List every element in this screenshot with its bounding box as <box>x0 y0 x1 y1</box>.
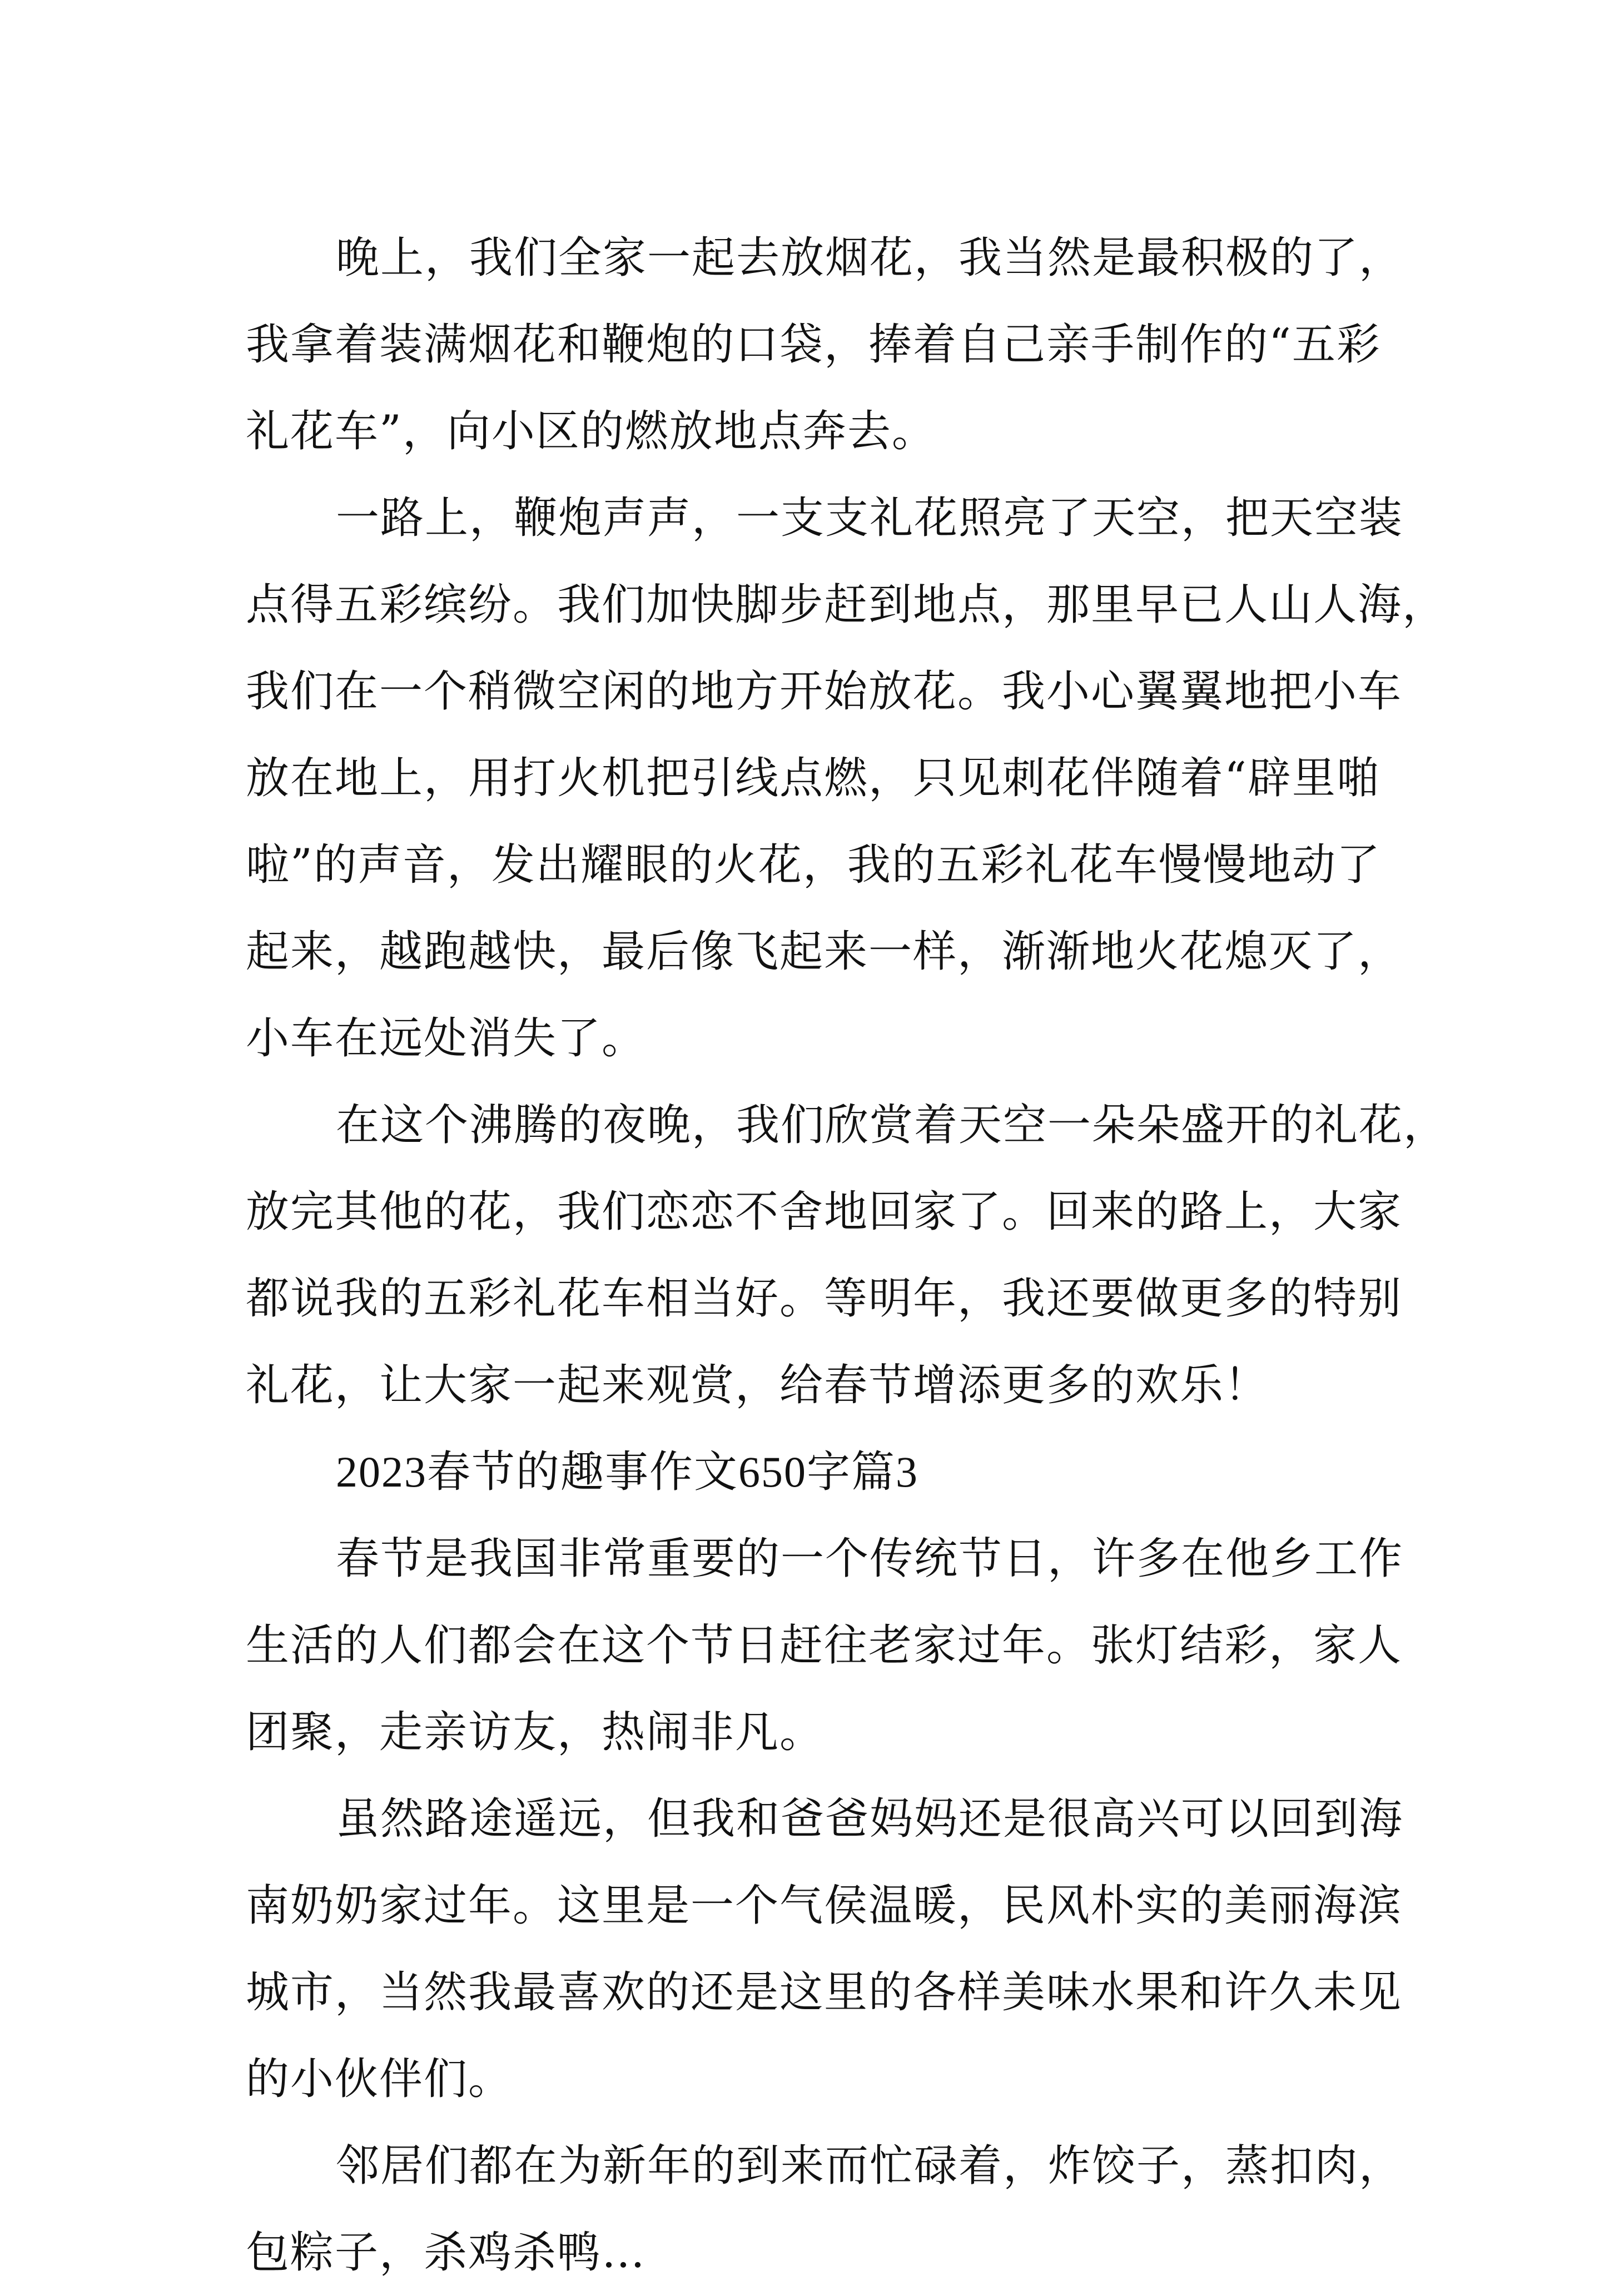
paragraph-line: 团聚，走亲访友，热闹非凡。 <box>246 1707 825 1757</box>
paragraph-line: 起来，越跑越快，最后像飞起来一样，渐渐地火花熄灭了， <box>246 927 1403 977</box>
paragraph-line: 城市，当然我最喜欢的还是这里的各样美味水果和许久未见 <box>246 1967 1403 2017</box>
paragraph-line: 生活的人们都会在这个节日赶往老家过年。张灯结彩，家人 <box>246 1621 1403 1671</box>
paragraph-line: 啦”的声音，发出耀眼的火花，我的五彩礼花车慢慢地动了 <box>246 840 1381 890</box>
paragraph-line: 都说我的五彩礼花车相当好。等明年，我还要做更多的特别 <box>246 1274 1403 1324</box>
paragraph-line: 的小伙伴们。 <box>246 2054 513 2104</box>
paragraph-line: 包粽子，杀鸡杀鸭… <box>246 2228 647 2278</box>
paragraph-6 <box>246 2123 1404 2296</box>
paragraph-3 <box>246 1082 1448 1429</box>
paragraph-line: 放完其他的花，我们恋恋不舍地回家了。回来的路上，大家 <box>246 1187 1403 1237</box>
paragraph-line: 礼花，让大家一起来观赏，给春节增添更多的欢乐！ <box>246 1360 1269 1410</box>
paragraph-line: 我拿着装满烟花和鞭炮的口袋，捧着自己亲手制作的“五彩 <box>246 320 1381 370</box>
section-heading <box>246 1429 1380 1515</box>
paragraph-4 <box>246 1515 1404 1776</box>
paragraph-line: 邻居们都在为新年的到来而忙碌着，炸饺子，蒸扣肉， <box>336 2141 1404 2191</box>
paragraph-2 <box>246 475 1447 1082</box>
paragraph-line: 小车在远处消失了。 <box>246 1013 647 1063</box>
paragraph-line: 南奶奶家过年。这里是一个气侯温暖，民风朴实的美丽海滨 <box>246 1881 1403 1931</box>
paragraph-line: 礼花车”，向小区的燃放地点奔去。 <box>246 406 936 456</box>
document-body <box>246 215 1448 2296</box>
paragraph-line: 放在地上，用打火机把引线点燃，只见刺花伴随着“辟里啪 <box>246 753 1381 803</box>
paragraph-line: 春节是我国非常重要的一个传统节日，许多在他乡工作 <box>336 1534 1404 1584</box>
paragraph-line: 在这个沸腾的夜晚，我们欣赏着天空一朵朵盛开的礼花， <box>336 1100 1448 1150</box>
paragraph-line: 一路上，鞭炮声声，一支支礼花照亮了天空，把天空装 <box>336 493 1404 543</box>
paragraph-line: 虽然路途遥远，但我和爸爸妈妈还是很高兴可以回到海 <box>336 1794 1404 1844</box>
paragraph-line: 晚上，我们全家一起去放烟花，我当然是最积极的了， <box>336 233 1404 283</box>
section-title: 2023春节的趣事作文650字篇3 <box>336 1448 919 1496</box>
paragraph-line: 点得五彩缤纷。我们加快脚步赶到地点，那里早已人山人海， <box>246 580 1447 630</box>
paragraph-line: 我们在一个稍微空闲的地方开始放花。我小心翼翼地把小车 <box>246 667 1403 717</box>
paragraph-5 <box>246 1776 1404 2123</box>
paragraph-1 <box>246 215 1404 475</box>
